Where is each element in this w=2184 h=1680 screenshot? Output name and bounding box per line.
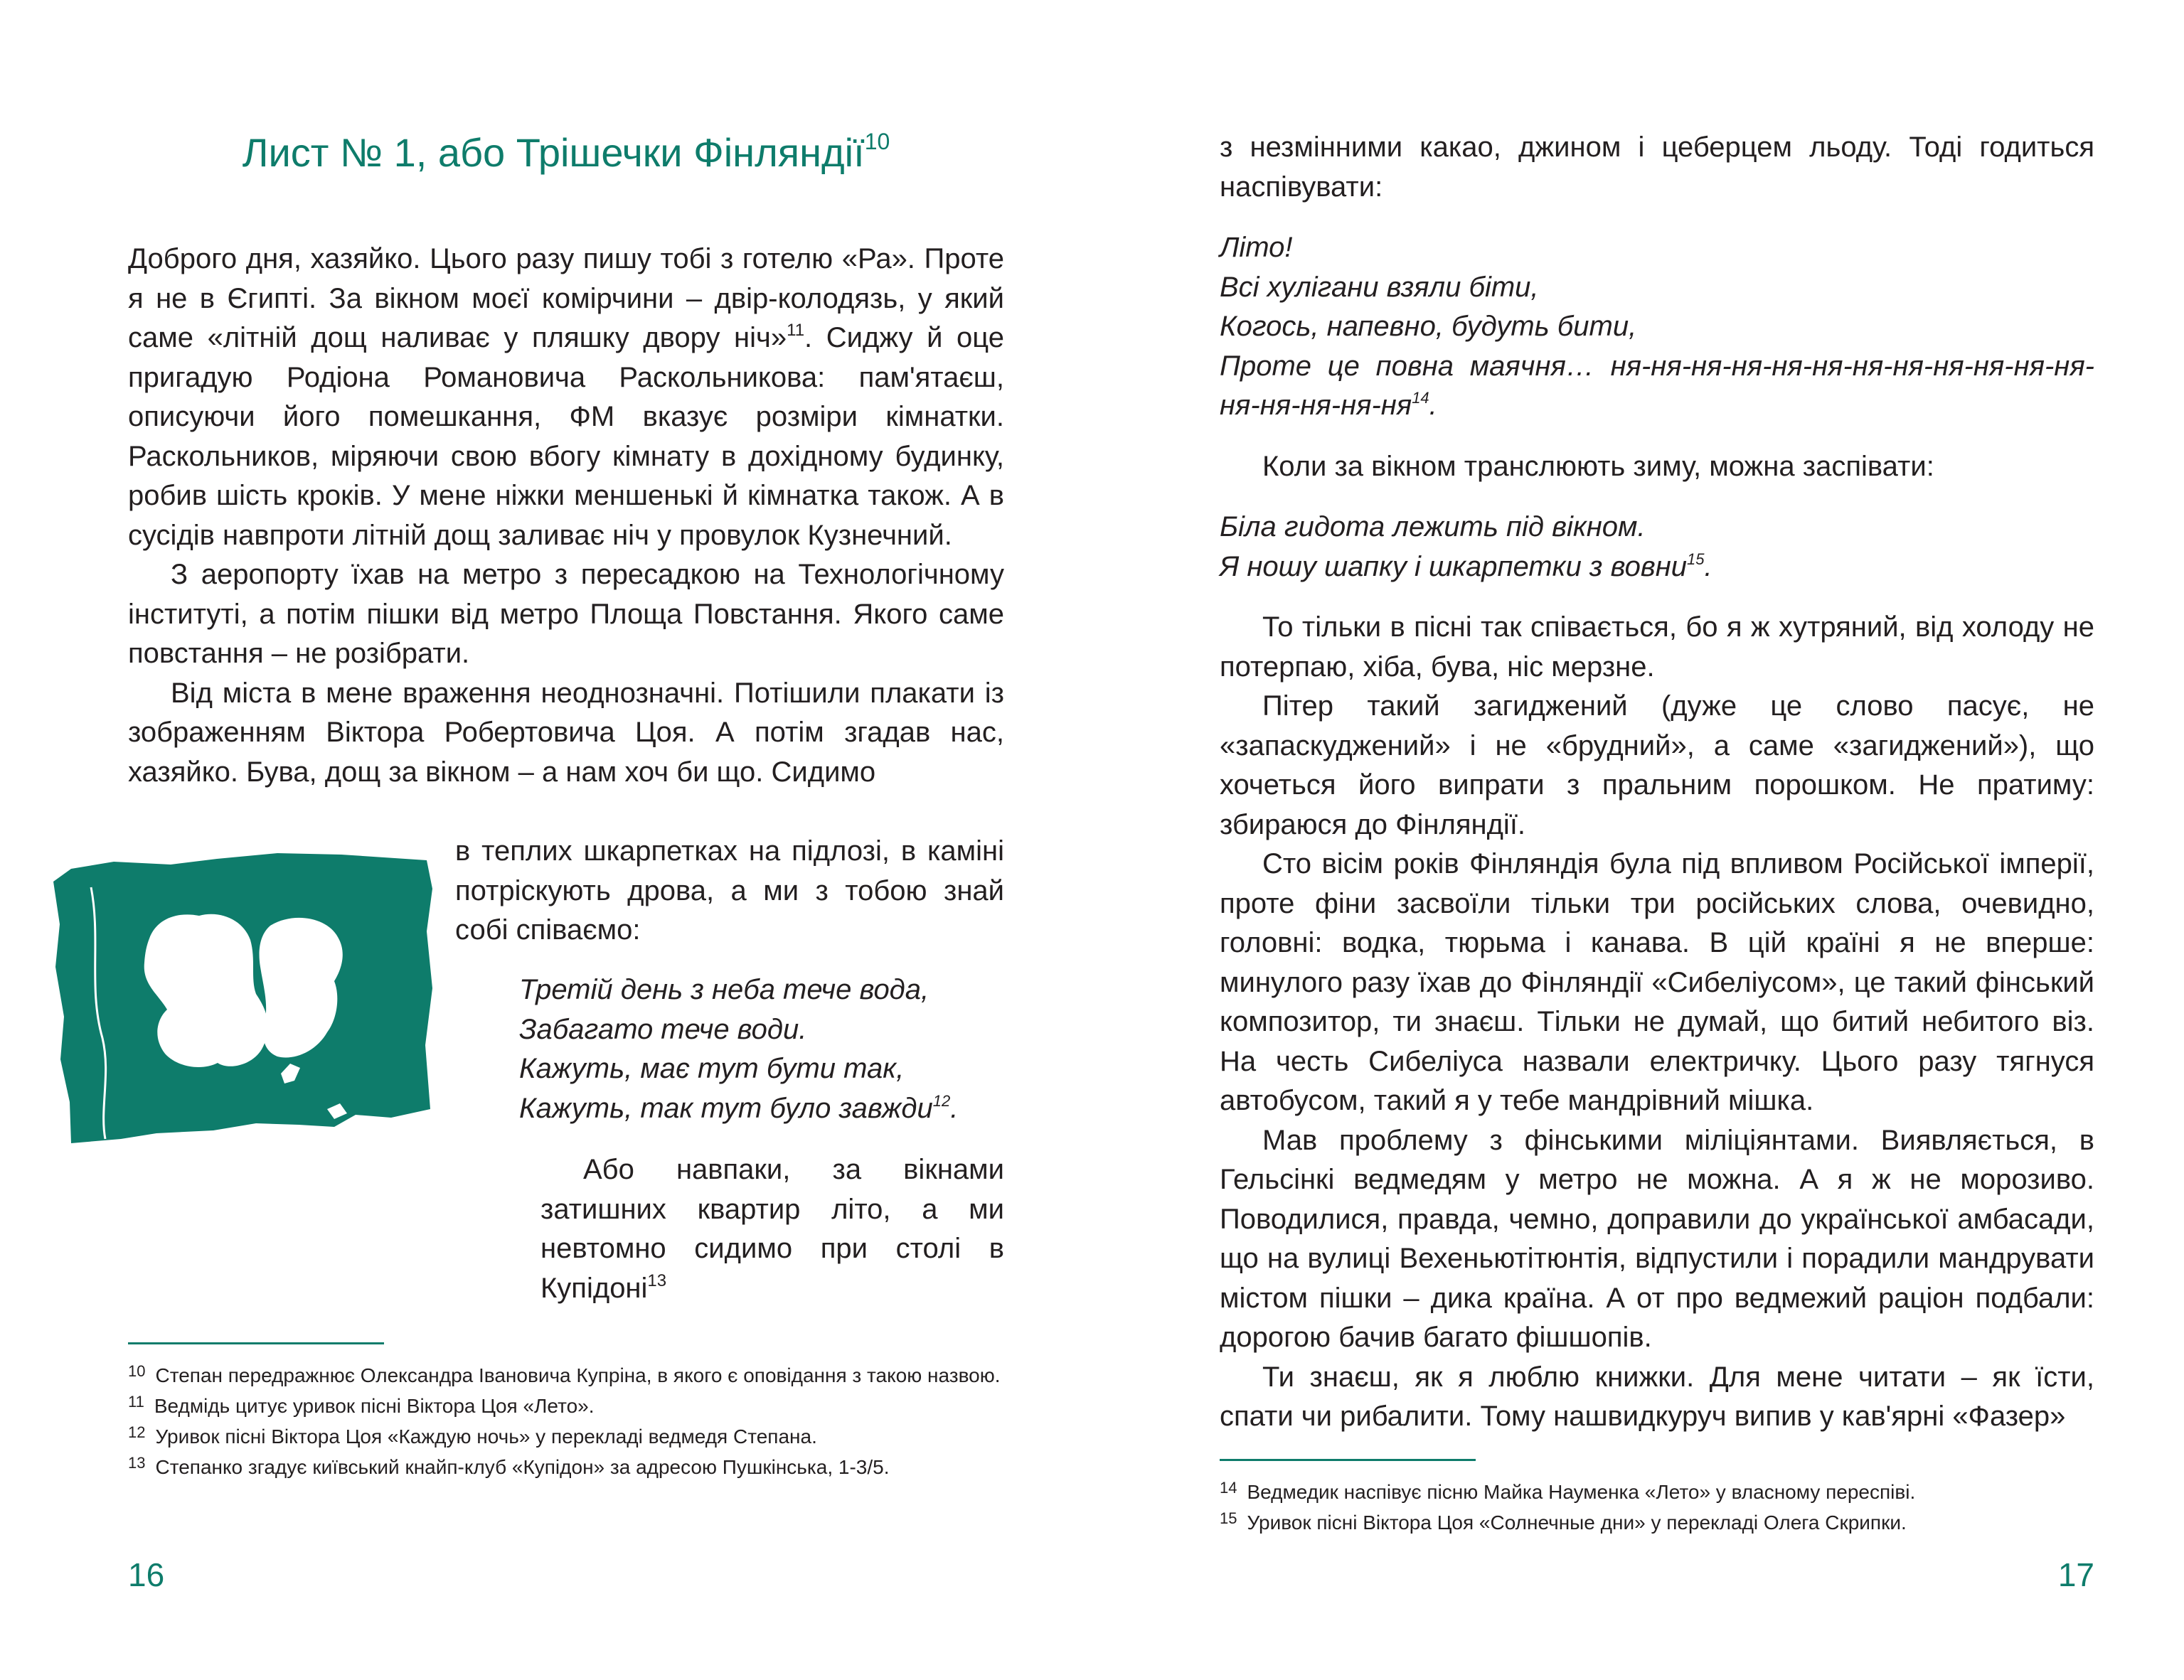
verse-line: Літо! (1220, 232, 1293, 263)
verse-line: Я ношу шапку і шкарпетки з вовни$^{15}$. (1220, 550, 1712, 582)
footnote-ref-12: 12 (932, 1091, 951, 1110)
paragraph-winter: Коли за вікном транслюють зиму, можна заспівати: (1262, 450, 1934, 482)
footnote-13: $^{13}$ Степанко згадує київський кнайп-клуб «Купідон» за адресою Пушкінська, 1-3/5. (128, 1454, 890, 1478)
footnote-14: $^{14}$ Ведмедик наспівує пісню Майка Науменка «Лето» у власному переспіві. (1220, 1479, 1916, 1503)
footnote-divider (128, 1342, 384, 1344)
left-footnotes (128, 1358, 1004, 1480)
footnote-11: $^{11}$ Ведмідь цитує уривок пісні Віктора Цоя «Лето». (128, 1393, 595, 1417)
footnote-ref-11: 11 (787, 321, 805, 340)
left-body-bottom (540, 1150, 1004, 1308)
footnote-ref-15: 15 (1687, 550, 1705, 568)
verse-line: Біла гидота лежить під вікном. (1220, 511, 1646, 542)
page-number: 17 (2057, 1556, 2094, 1593)
paragraph-2: З аеропорту їхав на метро з пересадкою на Технологічному інституті, а потім пішки від метро Площа Повстання. Якого саме повстання – не розібрати. (128, 559, 1004, 669)
paragraph-3-continued: в теплих шкарпетках на підлозі, в каміні потріскують дрова, а ми з тобою знай собі співаємо: (455, 835, 1004, 946)
page-number: 16 (128, 1556, 165, 1593)
paragraph-continued: з незмінними какао, джином і цеберцем льоду. Тоді годиться наспівувати: (1220, 132, 2094, 203)
paragraph-police: Мав проблему з фінськими міліціянтами. Виявляється, в Гельсінкі ведмедям у метро не можна. А я ж не морозиво. Поводилися, правда, чемно, доправили до української амбасади, що на вулиці Вехеньютітюнтія, відпустили і порадили мандрувати містом пішки – дика країна. А от про ведмежий раціон подбали: дорогою бачив багато фішшопів. (1220, 1124, 2094, 1353)
footnote-15: $^{15}$ Уривок пісні Віктора Цоя «Солнечные дни» у перекладі Олега Скрипки. (1220, 1509, 1907, 1534)
footnote-12: $^{12}$ Уривок пісні Віктора Цоя «Каждую ночь» у перекладі ведмедя Степана. (128, 1423, 817, 1448)
paragraph-fur: То тільки в пісні так співається, бо я ж хутряний, від холоду не потерпаю, хіба, бува, ніс мерзне. (1220, 611, 2094, 683)
paragraph-piter: Пітер такий загиджений (дуже це слово пасує, не «запаскуджений» і не «брудний», а саме «загиджений»), що хочеться його випрати з пральним порошком. Не пратиму: збираюся до Фінляндії. (1220, 690, 2094, 840)
paragraph-finland: Сто вісім років Фінляндія була під впливом Російської імперії, проте фіни засвоїли тільки три російських слова, очевидно, головні: водка, тюрьма і канава. В цій країні я не вперше: минулого разу їхав до Фінляндії «Сибеліусом», це такий фінський композитор, ти знаєш. Тільки не думай, що битий небитого віз. На честь Сибеліуса назвали електричку. Цього разу тягнуся автобусом, такий я у тебе мандрівний мішка. (1220, 848, 2094, 1116)
song-verse-1 (519, 970, 1004, 1128)
paragraph-books: Ти знаєш, як я люблю книжки. Для мене читати – як їсти, спати чи рибалити. Тому нашвидкуруч випив у кав'ярні «Фазер» (1220, 1361, 2094, 1432)
verse-line: Кажуть, має тут бути так, (519, 1053, 905, 1084)
verse-line: Забагато тече води. (519, 1013, 807, 1045)
footnote-divider (1220, 1459, 1476, 1461)
right-footnotes (1220, 1475, 2094, 1536)
verse-line: Третій день з неба тече вода, (519, 974, 929, 1005)
paragraph-3: Від міста в мене враження неоднозначні. Потішили плакати із зображенням Віктора Робертовича Цоя. А потім згадав нас, хазяйко. Бува, дощ за вікном – а нам хоч би що. Сидимо (128, 677, 1004, 788)
song-verse-3 (1220, 508, 2094, 587)
right-page (1092, 0, 2184, 1680)
chapter-title: Лист № 1, або Трішечки Фінляндії$^{10}$ (242, 129, 890, 175)
song-verse-2 (1220, 228, 2094, 426)
footnote-ref-10: 10 (864, 129, 890, 154)
right-body (1220, 128, 2094, 1437)
verse-line: Кажуть, так тут було завжди$^{12}$. (519, 1091, 959, 1124)
verse-line: Проте це повна маячня… $ня-ня-ня-ня-ня-ня-ня-ня-ня-ня-ня-ня-ня-ня-ня-ня-ня^{14}$. (1220, 350, 2094, 421)
paragraph-1: Доброго дня, хазяйко. Цього разу пишу тобі з готелю «Ра». Проте я не в Єгипті. За вікном моєї комірчини – двір-колодязь, у який саме «літній дощ наливає у пляшку двору ніч»$^{11}$. Сиджу й оце пригадую Родіона Романовича Раскольникова: пам'ятаєш, описуючи його помешкання, ФМ вказує розміри кімнатки. Раскольников, міряючи свою вбогу кімнату в дохідному будинку, робив шість кроків. У мене ніжки меншенькі й кімнатка також. А в сусідів навпроти літній дощ заливає ніч у провулок Кузнечний. (128, 243, 1004, 551)
footnote-ref-13: 13 (647, 1270, 667, 1290)
verse-line: Всі хулігани взяли біти, (1220, 271, 1539, 303)
verse-line: Когось, напевно, будуть бити, (1220, 311, 1637, 342)
left-body-wrap (455, 832, 1004, 951)
left-body-top (128, 240, 1004, 792)
footnote-10: $^{10}$ Степан передражнює Олександра Івановича Купріна, в якого є оповідання з такою назвою. (128, 1362, 1001, 1386)
bear-silhouette-illustration (43, 846, 441, 1145)
paragraph-4: Або навпаки, за вікнами затишних квартир літо, а ми невтомно сидимо при столі в Купідоні$^{13}$ (540, 1154, 1004, 1304)
footnote-ref-14: 14 (1412, 389, 1429, 407)
